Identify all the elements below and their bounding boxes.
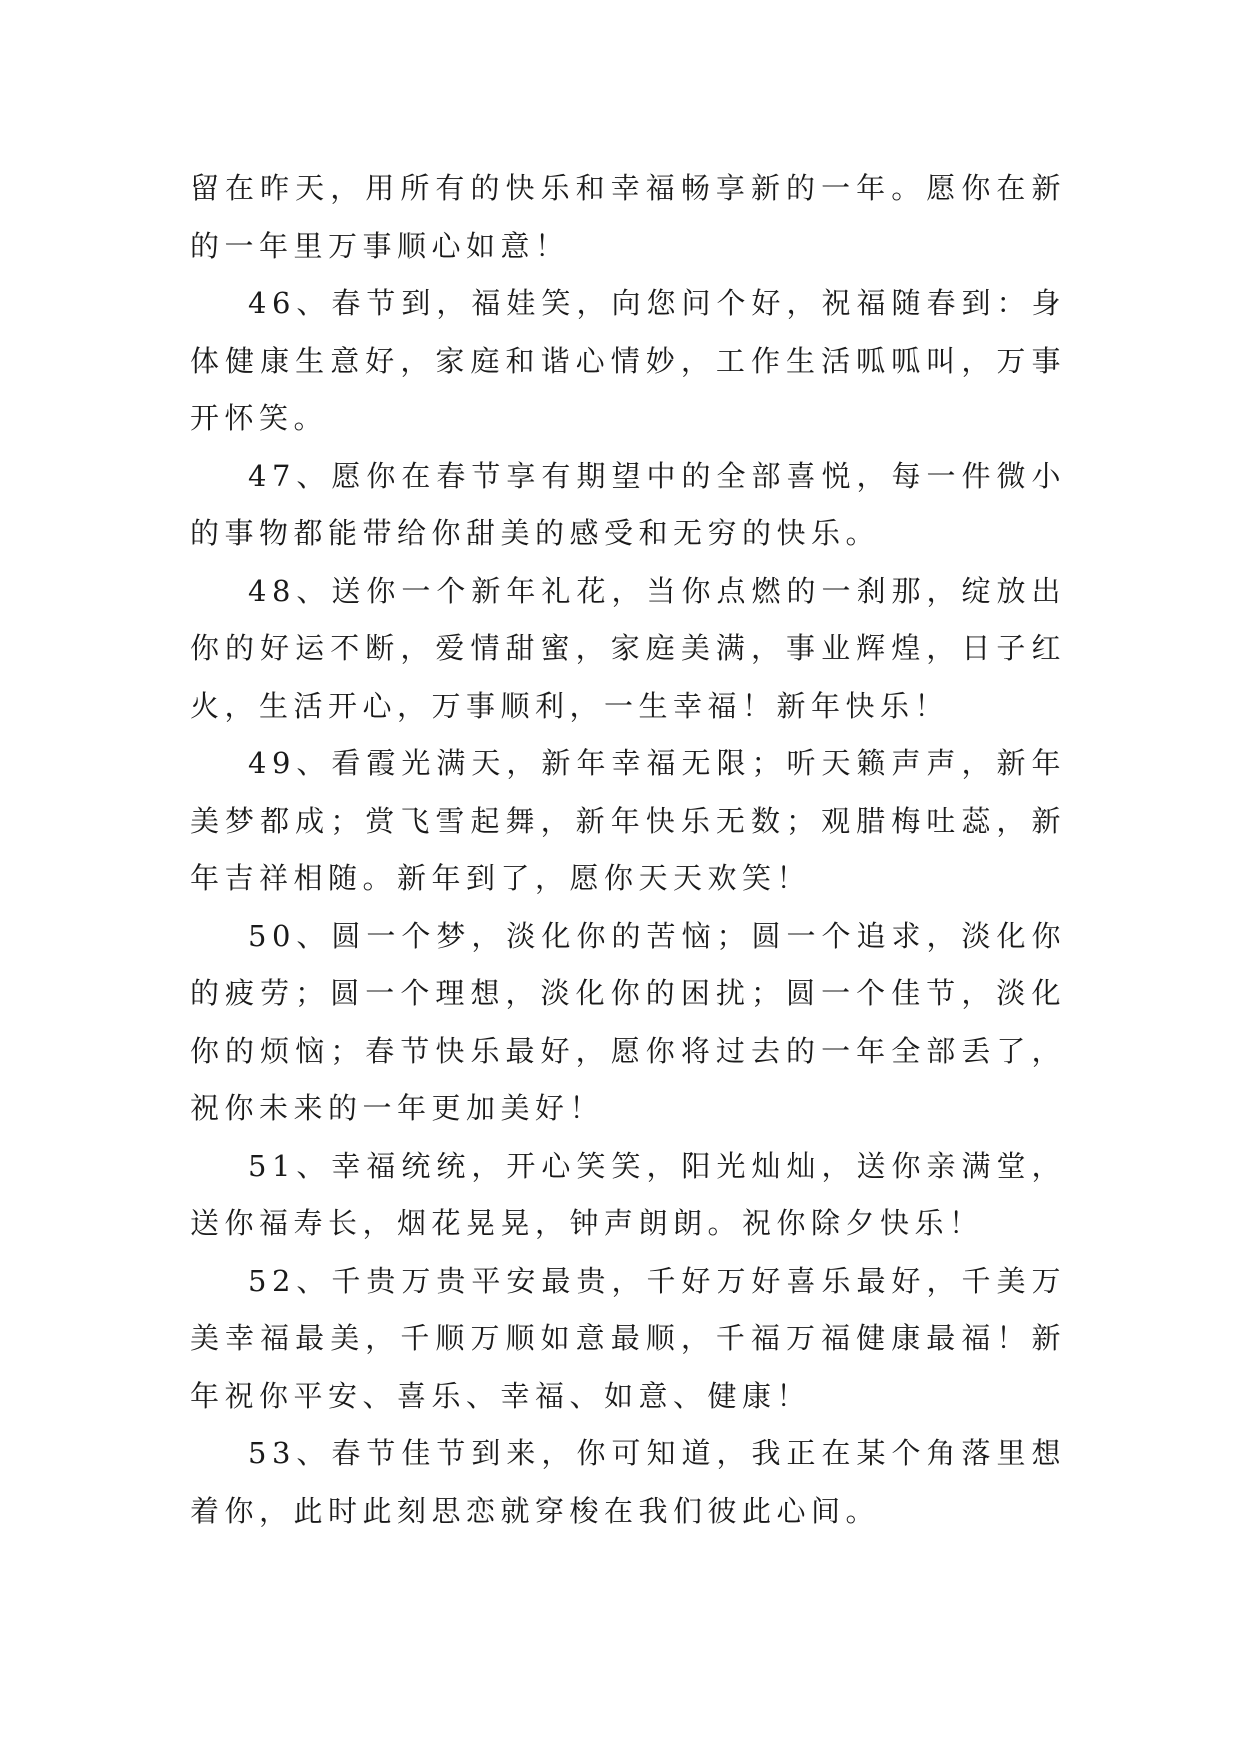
paragraph-50: 50、圆一个梦，淡化你的苦恼；圆一个追求，淡化你的疲劳；圆一个理想，淡化你的困扰；圆一个佳节，淡化你的烦恼；春节快乐最好，愿你将过去的一年全部丢了，祝你未来的一年更加美好！: [190, 918, 1066, 1125]
paragraph-49: 49、看霞光满天，新年幸福无限；听天籁声声，新年美梦都成；赏飞雪起舞，新年快乐无数；观腊梅吐蕊，新年吉祥相随。新年到了，愿你天天欢笑！: [190, 746, 1066, 895]
paragraph-continuation: 留在昨天，用所有的快乐和幸福畅享新的一年。愿你在新的一年里万事顺心如意！: [190, 171, 1066, 263]
paragraph-47: 47、愿你在春节享有期望中的全部喜悦，每一件微小的事物都能带给你甜美的感受和无穷的快乐。: [190, 458, 1066, 550]
paragraph-52: 52、千贵万贵平安最贵，千好万好喜乐最好，千美万美幸福最美，千顺万顺如意最顺，千福万福健康最福！新年祝你平安、喜乐、幸福、如意、健康！: [190, 1263, 1066, 1413]
paragraph-53: 53、春节佳节到来，你可知道，我正在某个角落里想着你，此时此刻思恋就穿梭在我们彼此心间。: [190, 1436, 1066, 1528]
paragraph-51: 51、幸福统统，开心笑笑，阳光灿灿，送你亲满堂，送你福寿长，烟花晃晃，钟声朗朗。祝你除夕快乐！: [190, 1148, 1066, 1240]
paragraph-46: 46、春节到，福娃笑，向您问个好，祝福随春到：身体健康生意好，家庭和谐心情妙，工作生活呱呱叫，万事开怀笑。: [190, 286, 1066, 435]
paragraph-48: 48、送你一个新年礼花，当你点燃的一刹那，绽放出你的好运不断，爱情甜蜜，家庭美满，事业辉煌，日子红火，生活开心，万事顺利，一生幸福！新年快乐！: [190, 573, 1066, 723]
document-body: [190, 160, 1066, 1540]
